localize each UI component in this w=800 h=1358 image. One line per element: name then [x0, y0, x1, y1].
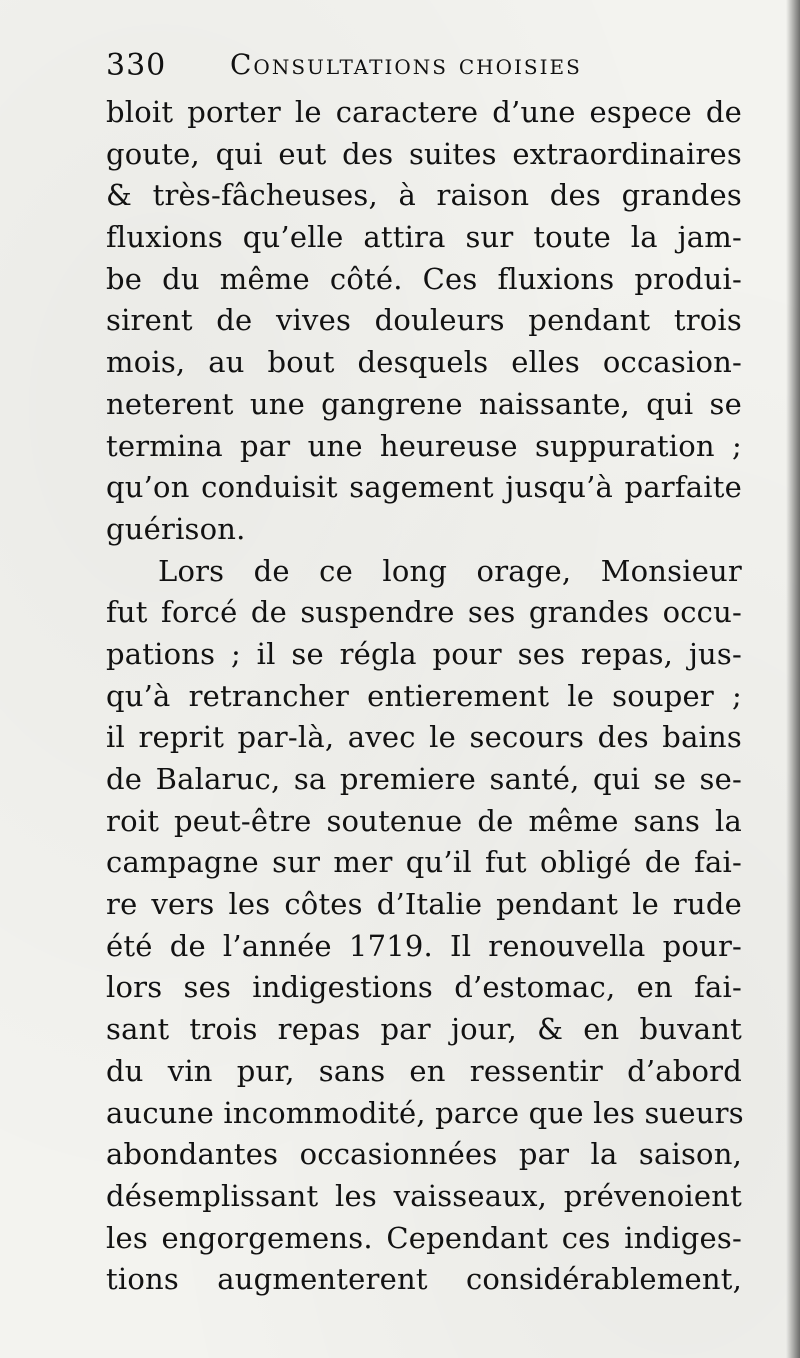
text-line: été de l’année 1719. Il renouvella pour- [106, 928, 742, 963]
text-line: roit peut-être soutenue de même sans la [106, 803, 742, 838]
text-line: campagne sur mer qu’il fut obligé de fai- [106, 845, 742, 880]
text-line: Lors de ce long orage, Monsieur [158, 553, 742, 588]
page-header [106, 42, 746, 90]
text-line: du vin pur, sans en ressentir d’abord [106, 1053, 742, 1088]
text-line: désemplissant les vaisseaux, prévenoient [106, 1178, 742, 1213]
text-line: qu’on conduisit sagement jusqu’à parfaite [106, 470, 742, 505]
text-line: tions augmenterent considérablement, [106, 1262, 742, 1297]
text-line: neterent une gangrene naissante, qui se [106, 386, 742, 421]
text-line: bloit porter le caractere d’une espece de [106, 95, 742, 129]
text-line: lors ses indigestions d’estomac, en fai- [106, 970, 742, 1005]
text-line: & très-fâcheuses, à raison des grandes [106, 178, 742, 213]
text-line: termina par une heureuse suppuration ; [106, 428, 742, 463]
text-line: aucune incommodité, parce que les sueurs [106, 1095, 744, 1130]
text-line: abondantes occasionnées par la saison, [106, 1137, 742, 1172]
text-line: il reprit par-là, avec le secours des bains [106, 720, 742, 755]
text-line: goute, qui eut des suites extraordinaires [106, 136, 742, 171]
text-line: fut forcé de suspendre ses grandes occu- [106, 595, 742, 630]
text-line: be du même côté. Ces fluxions produi- [106, 261, 742, 296]
text-line: pations ; il se régla pour ses repas, jus- [106, 636, 742, 671]
page-number: 330 [106, 48, 167, 83]
text-line: fluxions qu’elle attira sur toute la jam- [106, 220, 742, 255]
paragraph-2 [106, 551, 742, 1301]
paragraph-1 [106, 92, 742, 551]
body-text [106, 92, 742, 1301]
text-line: re vers les côtes d’Italie pendant le rude [106, 887, 742, 922]
text-line: de Balaruc, sa premiere santé, qui se se- [106, 762, 742, 796]
text-line: guérison. [106, 511, 246, 546]
running-head: Consultations choisies [230, 48, 582, 81]
text-line: sirent de vives douleurs pendant trois [106, 303, 742, 338]
text-line: sant trois repas par jour, & en buvant [106, 1012, 742, 1047]
page-edge-shadow [786, 0, 800, 1358]
text-line: les engorgemens. Cependant ces indiges- [106, 1220, 742, 1255]
text-line: qu’à retrancher entierement le souper ; [106, 678, 742, 713]
text-line: mois, au bout desquels elles occasion- [106, 345, 742, 380]
